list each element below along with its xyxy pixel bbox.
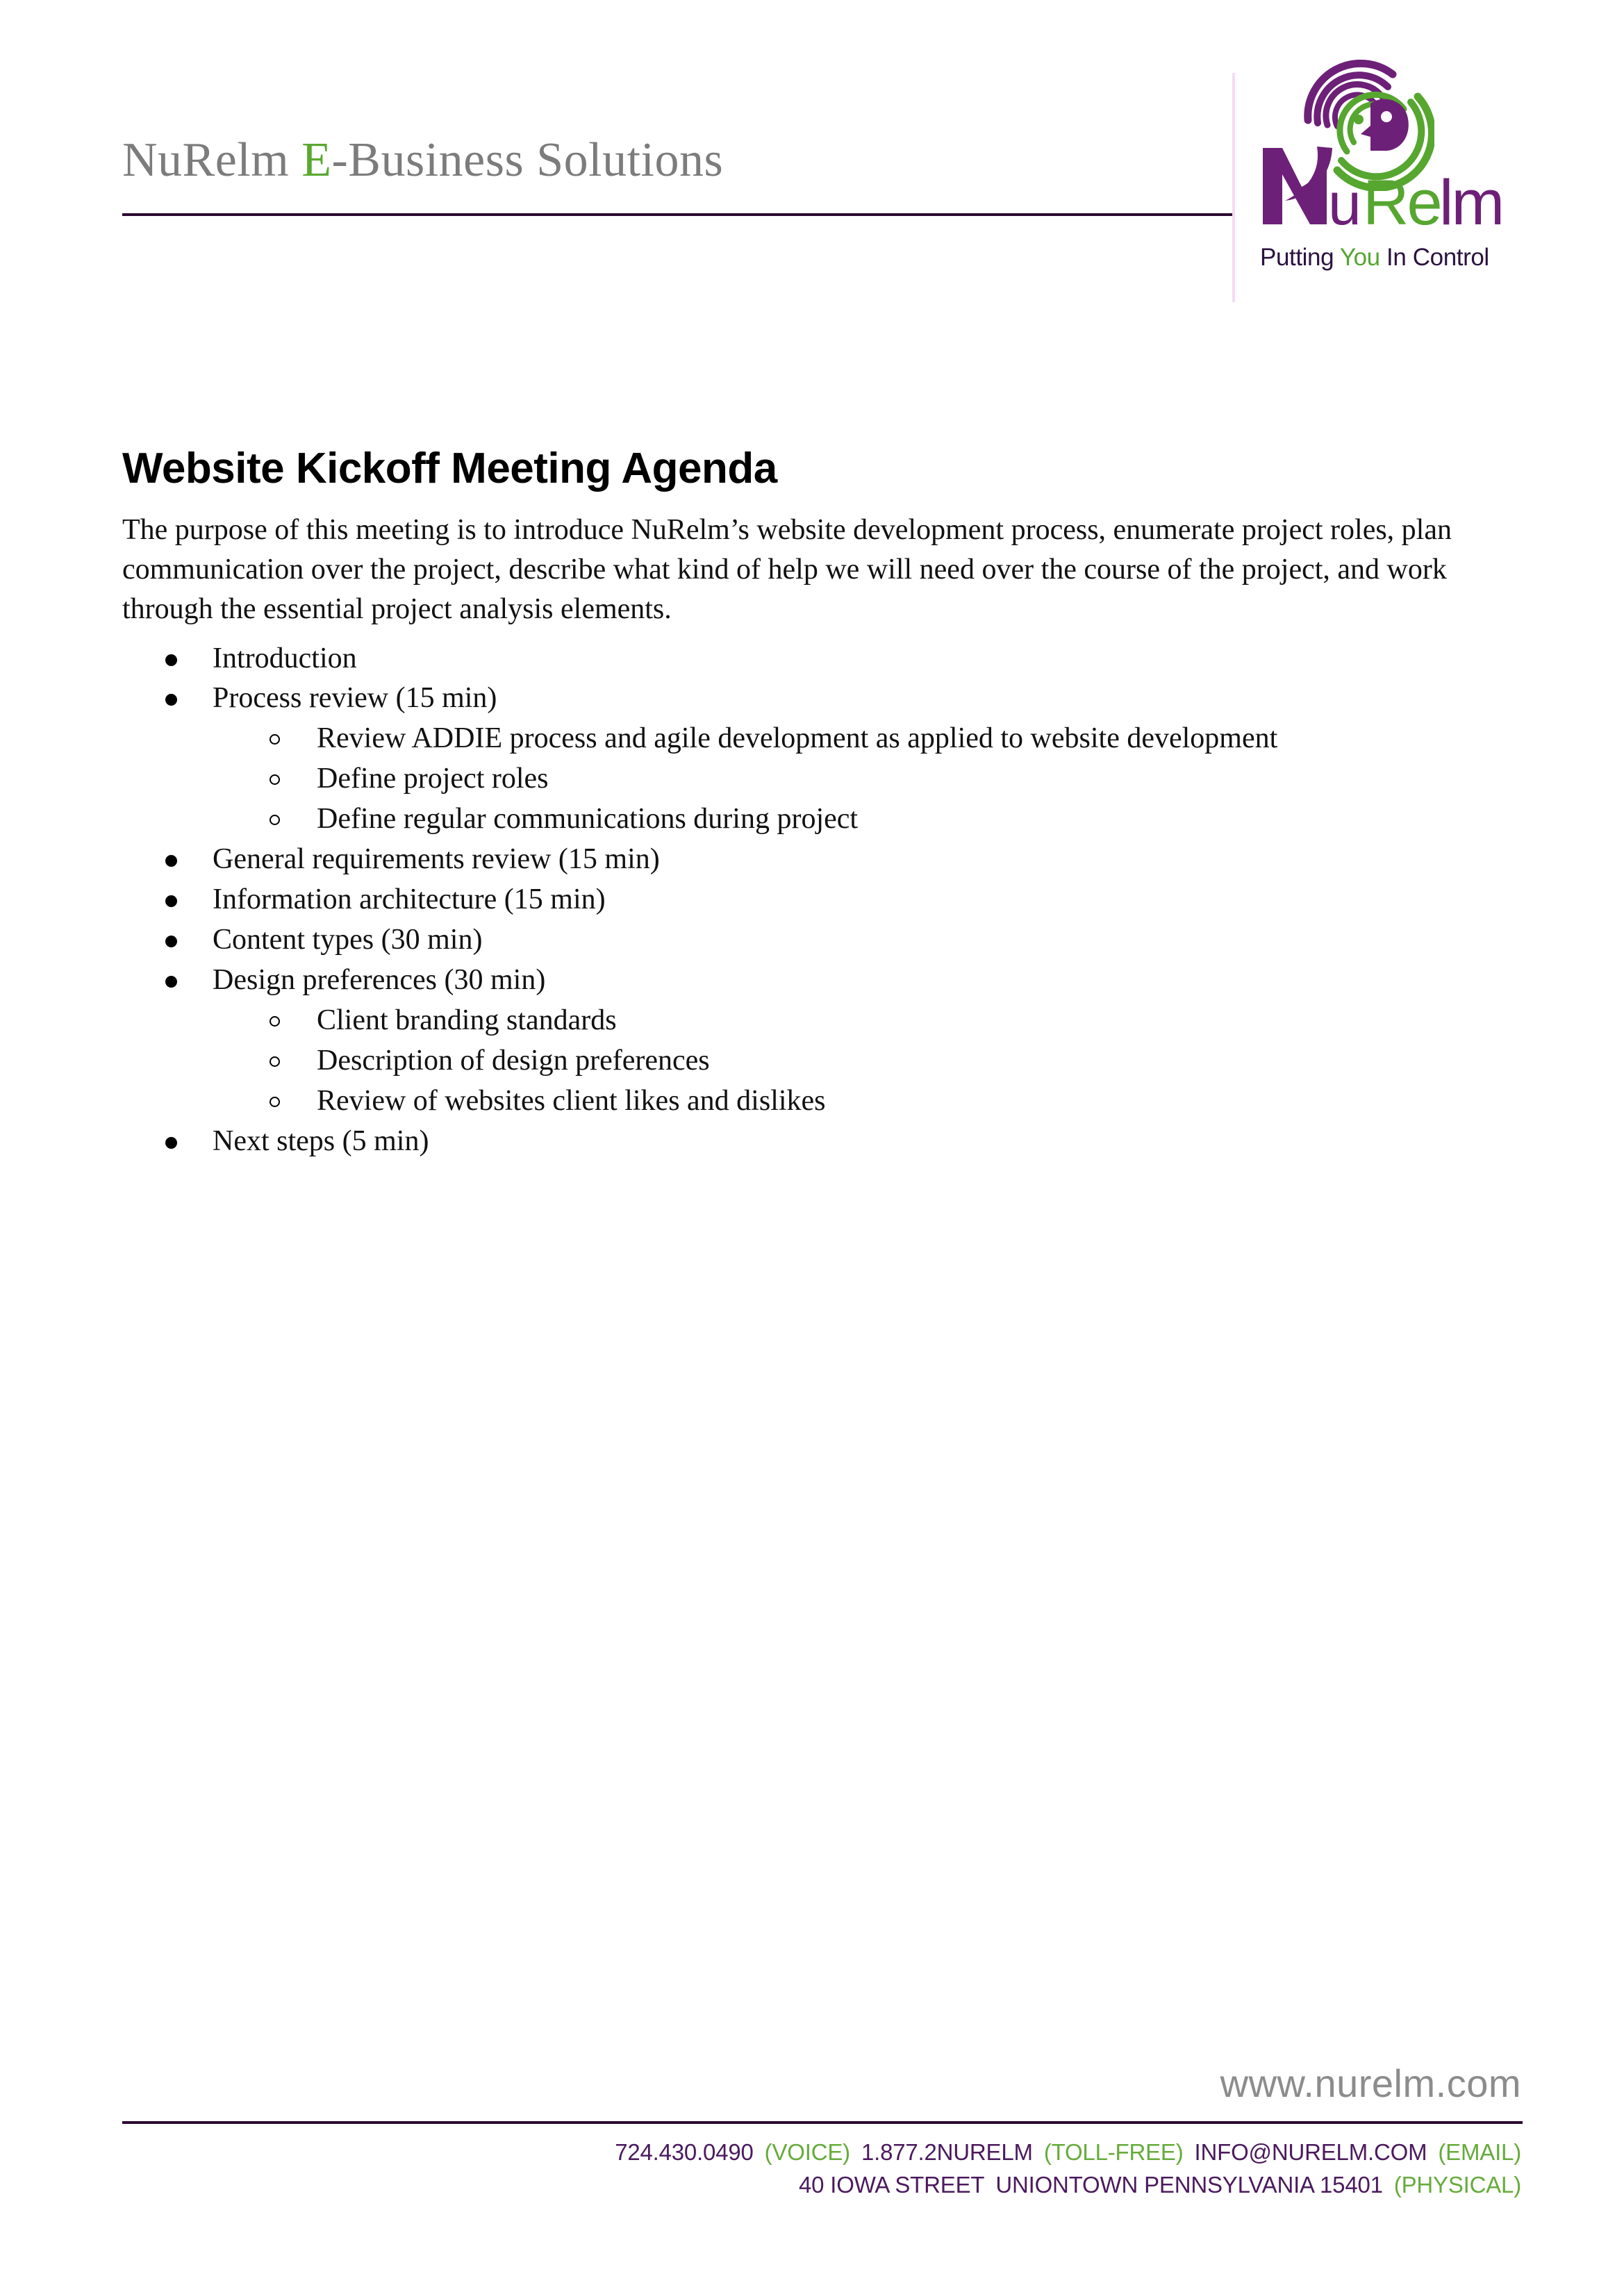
agenda-item [122,1122,1477,1162]
agenda-subitem [213,759,1393,799]
agenda-subitem [213,1081,1393,1122]
footer-horizontal-rule [122,2121,1523,2124]
agenda-item-label: General requirements review (15 min) [213,843,660,876]
agenda-item-label: Introduction [213,642,357,674]
logo-tagline [1260,245,1489,269]
agenda-subitem [213,719,1393,759]
agenda-subitem-label: Define regular communications during project [317,803,859,836]
agenda-item-label: Process review (15 min) [213,682,497,715]
bullet-dot-icon [165,855,177,867]
header-wordmark [122,133,724,187]
logo-tagline-post: In Control [1379,244,1489,271]
bullet-circle-icon [270,1056,280,1067]
bullet-circle-icon [270,1016,280,1027]
agenda-subitem-label: Define project roles [317,763,549,795]
footer-label: (PHYSICAL) [1393,2171,1521,2198]
agenda-sublist [213,719,1477,840]
bullet-dot-icon [165,1137,177,1149]
bullet-dot-icon [165,895,177,907]
nurelm-logo [1250,59,1528,288]
agenda-subitem [213,1041,1393,1081]
agenda-item-label: Next steps (5 min) [213,1124,429,1157]
footer-value: 1.877.2NURELM [861,2139,1033,2165]
header-horizontal-rule [122,213,1234,216]
agenda-subitem-label: Review ADDIE process and agile development as applied to website development [317,722,1278,755]
footer-value: INFO@NURELM.COM [1194,2139,1427,2165]
bullet-circle-icon [270,815,280,825]
agenda-subitem-label: Review of websites client likes and dislikes [317,1084,826,1117]
agenda-item [122,961,1477,1122]
bullet-circle-icon [270,1097,280,1107]
logo-tagline-pre: Putting [1260,244,1340,271]
bullet-dot-icon [165,654,177,666]
agenda-item [122,639,1477,679]
header-wordmark-accent: E [301,133,332,187]
agenda-item [122,840,1477,880]
footer-label: (TOLL-FREE) [1043,2139,1184,2165]
agenda-item-label: Information architecture (15 min) [213,883,606,916]
page-header [0,0,1624,319]
agenda-subitem-label: Client branding standards [317,1004,617,1037]
svg-text:u: u [1328,171,1360,233]
svg-text:lm: lm [1439,167,1503,233]
agenda-item-label: Content types (30 min) [213,924,483,956]
bullet-dot-icon [165,976,177,988]
header-wordmark-post: -Business Solutions [331,133,724,187]
footer-label: (VOICE) [764,2139,850,2165]
agenda-subitem-label: Description of design preferences [317,1045,710,1077]
page-title: Website Kickoff Meeting Agenda [122,445,777,492]
footer-contact-line-1 [615,2136,1521,2169]
svg-text:Re: Re [1363,167,1441,233]
footer-contact-line-2 [615,2169,1521,2202]
footer-label: (EMAIL) [1438,2139,1521,2165]
header-wordmark-pre: NuRelm [122,133,302,187]
header-vertical-divider [1232,73,1235,302]
agenda-item-label: Design preferences (30 min) [213,964,546,997]
nurelm-wordmark [1250,135,1528,233]
agenda-item [122,880,1477,920]
document-body [122,445,1477,1162]
footer-contact-info [615,2136,1521,2202]
logo-tagline-accent: You [1339,244,1380,271]
bullet-dot-icon [165,694,177,706]
agenda-item [122,920,1477,961]
agenda-sublist [213,1001,1477,1122]
bullet-circle-icon [270,734,280,745]
bullet-dot-icon [165,936,177,947]
bullet-circle-icon [270,774,280,785]
footer-website-url[interactable]: www.nurelm.com [1220,2061,1521,2105]
footer-value: UNIONTOWN PENNSYLVANIA 15401 [995,2171,1383,2198]
page-footer [0,2063,1624,2292]
agenda-subitem [213,1001,1393,1041]
footer-value: 40 IOWA STREET [798,2171,985,2198]
intro-paragraph: The purpose of this meeting is to introduce NuRelm’s website development process, enumerate project roles, plan communication over the project, describe what kind of help we will need over the course of the project, and work through the essential project analysis elements. [122,514,1452,625]
footer-value: 724.430.0490 [615,2139,754,2165]
agenda-subitem [213,799,1393,840]
agenda-item [122,679,1477,840]
agenda-list [122,639,1477,1162]
